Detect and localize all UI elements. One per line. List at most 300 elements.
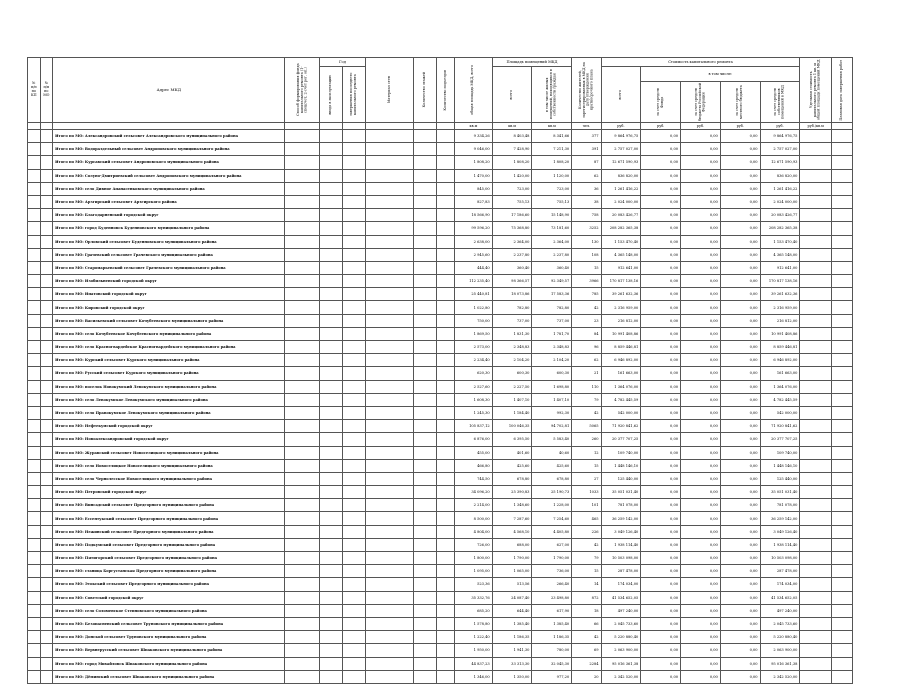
- empty-cell: [28, 261, 41, 274]
- row-cell-z1: 0,00: [641, 261, 681, 274]
- empty-cell: [320, 552, 343, 565]
- row-cell-z3: 0,00: [720, 393, 760, 406]
- empty-cell: [437, 538, 455, 551]
- row-cell-own: 1 448 146,10: [760, 459, 800, 472]
- row-cell-z2: 0,00: [681, 406, 721, 419]
- empty-cell: [343, 512, 366, 525]
- row-cell-cost: 1 153 470,40: [601, 235, 641, 248]
- row-cell-area: 685,20: [455, 604, 493, 617]
- row-cell-z1: 0,00: [641, 156, 681, 169]
- empty-cell: [366, 578, 414, 591]
- row-cell-own: 39 261 632,36: [760, 288, 800, 301]
- row-municipality-name: Итого по МО: Верхнерусский сельсовет Шпаковского муниципального района: [53, 644, 285, 657]
- row-cell-z2: 0,00: [681, 195, 721, 208]
- row-cell-res: 1 228,00: [532, 499, 572, 512]
- row-cell-z1: 0,00: [641, 327, 681, 340]
- empty-cell: [320, 631, 343, 644]
- row-cell-z2: 0,00: [681, 631, 721, 644]
- row-cell-z2: 0,00: [681, 525, 721, 538]
- row-cell-prem: 1 407,10: [492, 393, 532, 406]
- row-cell-area: 2 527,60: [455, 380, 493, 393]
- empty-cell: [320, 195, 343, 208]
- row-cell-cost: 41 534 652,05: [601, 591, 641, 604]
- unit-cell: кв.м: [492, 123, 532, 130]
- row-cell-z2: 0,00: [681, 380, 721, 393]
- table-row: [28, 406, 853, 419]
- empty-cell: [343, 617, 366, 630]
- empty-cell: [366, 525, 414, 538]
- row-cell-z1: 0,00: [641, 552, 681, 565]
- row-cell-area: 1 245,30: [455, 406, 493, 419]
- table-row: [28, 327, 853, 340]
- row-cell-ppl: 2284: [572, 657, 601, 670]
- row-cell-z1: 0,00: [641, 499, 681, 512]
- empty-cell: [343, 486, 366, 499]
- empty-cell: [40, 472, 53, 485]
- empty-cell: [40, 156, 53, 169]
- row-cell-res: 723,00: [532, 182, 572, 195]
- row-cell-res: 1 790,00: [532, 552, 572, 565]
- table-row: [28, 393, 853, 406]
- row-cell-prem: 737,00: [492, 314, 532, 327]
- row-cell-prem: 360,40: [492, 261, 532, 274]
- empty-cell: [366, 486, 414, 499]
- table-row: [28, 552, 853, 565]
- empty-cell: [800, 499, 831, 512]
- row-cell-z2: 0,00: [681, 235, 721, 248]
- row-cell-res: 1 120,00: [532, 169, 572, 182]
- row-cell-res: 617,90: [532, 604, 572, 617]
- empty-cell: [320, 525, 343, 538]
- empty-cell: [343, 367, 366, 380]
- empty-cell: [320, 367, 343, 380]
- table-row: [28, 261, 853, 274]
- empty-cell: [831, 275, 852, 288]
- row-cell-cost: 1 448 146,10: [601, 459, 641, 472]
- empty-cell: [366, 156, 414, 169]
- empty-cell: [366, 182, 414, 195]
- row-cell-prem: 100 046,35: [492, 420, 532, 433]
- empty-cell: [366, 538, 414, 551]
- empty-cell: [28, 222, 41, 235]
- unit-cell: кв.м: [532, 123, 572, 130]
- row-cell-z1: 0,00: [641, 631, 681, 644]
- row-cell-prem: 1 808,20: [492, 156, 532, 169]
- header-premises-residential: в том числе жилых помещений, находящихся в собственности граждан: [532, 67, 572, 123]
- row-cell-z3: 0,00: [720, 195, 760, 208]
- row-cell-ppl: 1033: [572, 486, 601, 499]
- empty-cell: [366, 301, 414, 314]
- row-cell-z2: 0,00: [681, 393, 721, 406]
- empty-cell: [40, 604, 53, 617]
- empty-cell: [40, 380, 53, 393]
- empty-cell: [285, 433, 320, 446]
- empty-cell: [414, 512, 437, 525]
- row-cell-area: 8 500,00: [455, 512, 493, 525]
- row-municipality-name: Итого по МО: Петровский городской округ: [53, 486, 285, 499]
- row-cell-z3: 0,00: [720, 130, 760, 143]
- row-cell-z1: 0,00: [641, 130, 681, 143]
- row-cell-own: 2 757 027,00: [760, 143, 800, 156]
- empty-cell: [320, 354, 343, 367]
- row-cell-z3: 0,00: [720, 235, 760, 248]
- empty-cell: [437, 657, 455, 670]
- empty-cell: [414, 341, 437, 354]
- row-cell-own: 20 377 707,25: [760, 433, 800, 446]
- row-cell-prem: 2 104,20: [492, 354, 532, 367]
- row-cell-ppl: 101: [572, 499, 601, 512]
- empty-cell: [366, 130, 414, 143]
- empty-cell: [343, 657, 366, 670]
- empty-cell: [28, 314, 41, 327]
- row-cell-own: 1 364 076,00: [760, 380, 800, 393]
- empty-cell: [831, 301, 852, 314]
- empty-cell: [831, 195, 852, 208]
- empty-cell: [28, 235, 41, 248]
- empty-cell: [414, 261, 437, 274]
- row-cell-z3: 0,00: [720, 472, 760, 485]
- empty-cell: [343, 631, 366, 644]
- empty-cell: [414, 235, 437, 248]
- row-cell-cost: 125 440,00: [601, 472, 641, 485]
- row-cell-prem: 2 237,80: [492, 248, 532, 261]
- empty-cell: [28, 433, 41, 446]
- empty-cell: [800, 486, 831, 499]
- header-total-area: общая площадь МКД, всего: [455, 58, 493, 123]
- empty-cell: [831, 261, 852, 274]
- empty-cell: [800, 657, 831, 670]
- header-residents: Количество жителей, зарегистрированных в МКД на дату утверждения краткосрочного плана: [572, 58, 601, 123]
- empty-cell: [831, 472, 852, 485]
- row-cell-area: 4 804,00: [455, 525, 493, 538]
- row-cell-prem: 425,60: [492, 459, 532, 472]
- empty-cell: [28, 354, 41, 367]
- row-cell-area: 1 808,20: [455, 156, 493, 169]
- empty-cell: [437, 195, 455, 208]
- row-cell-z2: 0,00: [681, 143, 721, 156]
- empty-cell: [437, 235, 455, 248]
- row-cell-z2: 0,00: [681, 657, 721, 670]
- table-row: [28, 525, 853, 538]
- empty-cell: [414, 209, 437, 222]
- row-cell-own: 836 820,00: [760, 169, 800, 182]
- row-cell-z2: 0,00: [681, 367, 721, 380]
- empty-cell: [800, 235, 831, 248]
- row-municipality-name: Итого по МО: Благодарненский городской округ: [53, 209, 285, 222]
- empty-cell: [320, 670, 343, 683]
- row-cell-area: 34 096,20: [455, 486, 493, 499]
- row-cell-cost: 2 342 520,00: [601, 670, 641, 683]
- empty-cell: [40, 248, 53, 261]
- empty-cell: [366, 552, 414, 565]
- empty-cell: [414, 578, 437, 591]
- row-cell-own: 12 671 590,93: [760, 156, 800, 169]
- empty-cell: [28, 130, 41, 143]
- empty-cell: [831, 367, 852, 380]
- row-cell-z1: 0,00: [641, 670, 681, 683]
- table-row: [28, 182, 853, 195]
- empty-cell: [366, 288, 414, 301]
- row-cell-z2: 0,00: [681, 354, 721, 367]
- empty-cell: [40, 261, 53, 274]
- empty-cell: [320, 314, 343, 327]
- table-row: [28, 433, 853, 446]
- row-municipality-name: Итого по МО: Водораздельный сельсовет Андроповского муниципального района: [53, 143, 285, 156]
- empty-cell: [320, 512, 343, 525]
- row-cell-z1: 0,00: [641, 657, 681, 670]
- row-cell-own: 10 991 408,86: [760, 327, 800, 340]
- row-cell-own: 36 259 142,00: [760, 512, 800, 525]
- row-cell-z2: 0,00: [681, 433, 721, 446]
- empty-cell: [831, 433, 852, 446]
- row-cell-z2: 0,00: [681, 670, 721, 683]
- row-cell-res: 5 583,40: [532, 433, 572, 446]
- empty-cell: [831, 143, 852, 156]
- empty-cell: [366, 631, 414, 644]
- row-cell-z3: 0,00: [720, 341, 760, 354]
- header-method: Способ формирования фонда капитального ремонта (1-спецсчет, 2-счет рег. оп.): [285, 58, 320, 123]
- empty-cell: [366, 591, 414, 604]
- row-cell-own: 2 063 900,00: [760, 644, 800, 657]
- empty-cell: [40, 617, 53, 630]
- row-municipality-name: Итого по МО: село Дивное Апанасенковского муниципального района: [53, 182, 285, 195]
- table-row: [28, 301, 853, 314]
- row-cell-ppl: 108: [572, 248, 601, 261]
- row-municipality-name: Итого по МО: Журавский сельсовет Новоселицкого муниципального района: [53, 446, 285, 459]
- empty-cell: [40, 631, 53, 644]
- row-municipality-name: Итого по МО: село Правокумское Левокумского муниципального района: [53, 406, 285, 419]
- empty-cell: [28, 657, 41, 670]
- empty-cell: [40, 578, 53, 591]
- empty-cell: [343, 182, 366, 195]
- row-cell-cost: 4 782 445,59: [601, 393, 641, 406]
- empty-cell: [40, 209, 53, 222]
- table-row: [28, 472, 853, 485]
- table-row: [28, 459, 853, 472]
- empty-cell: [437, 275, 455, 288]
- row-cell-cost: 20 377 707,25: [601, 433, 641, 446]
- empty-cell: [285, 288, 320, 301]
- row-municipality-name: Итого по МО: село Левокумское Левокумского муниципального района: [53, 393, 285, 406]
- empty-cell: [320, 657, 343, 670]
- empty-cell: [285, 406, 320, 419]
- empty-cell: [414, 459, 437, 472]
- row-cell-area: 726,00: [455, 538, 493, 551]
- row-municipality-name: Итого по МО: село Кочубеевское Кочубеевского муниципального района: [53, 327, 285, 340]
- row-cell-z3: 0,00: [720, 433, 760, 446]
- empty-cell: [28, 604, 41, 617]
- row-cell-res: 2 104,20: [532, 354, 572, 367]
- row-cell-z2: 0,00: [681, 459, 721, 472]
- empty-cell: [28, 169, 41, 182]
- empty-cell: [28, 565, 41, 578]
- table-row: [28, 617, 853, 630]
- table-row: [28, 341, 853, 354]
- row-municipality-name: Итого по МО: Арзгирский сельсовет Арзгирского района: [53, 195, 285, 208]
- empty-cell: [28, 367, 41, 380]
- row-cell-z3: 0,00: [720, 169, 760, 182]
- row-cell-prem: 8 403,48: [492, 130, 532, 143]
- row-cell-own: 2 045 733,60: [760, 617, 800, 630]
- row-cell-z3: 0,00: [720, 209, 760, 222]
- empty-cell: [414, 288, 437, 301]
- row-cell-z1: 0,00: [641, 393, 681, 406]
- empty-cell: [414, 393, 437, 406]
- row-cell-cost: 912 641,00: [601, 261, 641, 274]
- row-cell-own: 4 365 148,00: [760, 248, 800, 261]
- row-municipality-name: Итого по МО: Кировский городской округ: [53, 301, 285, 314]
- empty-cell: [437, 433, 455, 446]
- row-cell-z2: 0,00: [681, 578, 721, 591]
- row-cell-area: 1 869,50: [455, 327, 493, 340]
- row-cell-ppl: 38: [572, 195, 601, 208]
- row-cell-prem: 33 313,30: [492, 657, 532, 670]
- empty-cell: [28, 670, 41, 683]
- row-cell-prem: 513,56: [492, 578, 532, 591]
- row-cell-z1: 0,00: [641, 472, 681, 485]
- empty-cell: [343, 446, 366, 459]
- empty-cell: [414, 367, 437, 380]
- empty-cell: [28, 288, 41, 301]
- empty-cell: [800, 617, 831, 630]
- empty-cell: [437, 459, 455, 472]
- empty-cell: [28, 341, 41, 354]
- row-cell-area: 35 332,76: [455, 591, 493, 604]
- row-cell-z1: 0,00: [641, 512, 681, 525]
- empty-cell: [437, 420, 455, 433]
- row-cell-z1: 0,00: [641, 538, 681, 551]
- row-cell-z3: 0,00: [720, 314, 760, 327]
- row-cell-cost: 170 817 138,16: [601, 275, 641, 288]
- row-cell-cost: 497 240,00: [601, 604, 641, 617]
- empty-cell: [40, 644, 53, 657]
- row-cell-z3: 0,00: [720, 301, 760, 314]
- empty-cell: [28, 248, 41, 261]
- row-cell-z1: 0,00: [641, 367, 681, 380]
- row-cell-ppl: 42: [572, 406, 601, 419]
- empty-cell: [437, 248, 455, 261]
- row-cell-z1: 0,00: [641, 248, 681, 261]
- row-cell-area: 523,36: [455, 578, 493, 591]
- row-cell-z2: 0,00: [681, 644, 721, 657]
- row-cell-res: 266,40: [532, 578, 572, 591]
- unit-cell: руб.: [641, 123, 681, 130]
- empty-cell: [28, 195, 41, 208]
- empty-cell: [437, 617, 455, 630]
- row-cell-cost: 20 083 426,77: [601, 209, 641, 222]
- row-cell-ppl: 79: [572, 393, 601, 406]
- row-municipality-name: Итого по МО: Васильевский сельсовет Кочубеевского муниципального района: [53, 314, 285, 327]
- row-cell-prem: 1 790,00: [492, 552, 532, 565]
- empty-cell: [800, 327, 831, 340]
- row-cell-res: 736,00: [532, 565, 572, 578]
- empty-cell: [40, 420, 53, 433]
- empty-cell: [831, 380, 852, 393]
- empty-cell: [343, 275, 366, 288]
- row-cell-z3: 0,00: [720, 248, 760, 261]
- empty-cell: [285, 486, 320, 499]
- row-cell-z2: 0,00: [681, 538, 721, 551]
- empty-cell: [320, 591, 343, 604]
- table-row: [28, 222, 853, 235]
- empty-cell: [831, 657, 852, 670]
- row-cell-z1: 0,00: [641, 420, 681, 433]
- empty-cell: [437, 261, 455, 274]
- empty-cell: [437, 552, 455, 565]
- empty-cell: [831, 446, 852, 459]
- header-wall-material: Материал стен: [366, 58, 414, 123]
- row-cell-prem: 1 186,35: [492, 631, 532, 644]
- empty-cell: [800, 288, 831, 301]
- empty-cell: [40, 288, 53, 301]
- row-cell-area: 2 638,00: [455, 235, 493, 248]
- empty-cell: [28, 301, 41, 314]
- table-row: [28, 499, 853, 512]
- row-cell-ppl: 42: [572, 301, 601, 314]
- empty-cell: [414, 604, 437, 617]
- row-cell-ppl: 87: [572, 156, 601, 169]
- empty-cell: [285, 169, 320, 182]
- row-cell-cost: 2 757 027,00: [601, 143, 641, 156]
- row-cell-area: 744,50: [455, 472, 493, 485]
- empty-cell: [40, 275, 53, 288]
- row-municipality-name: Итого по МО: село Чернолесское Новоселицкого муниципального района: [53, 472, 285, 485]
- row-cell-area: 444,40: [455, 261, 493, 274]
- empty-cell: [831, 222, 852, 235]
- row-cell-ppl: 69: [572, 644, 601, 657]
- row-cell-own: 174 034,00: [760, 578, 800, 591]
- row-cell-z1: 0,00: [641, 301, 681, 314]
- empty-cell: [285, 301, 320, 314]
- row-cell-area: 112 235,40: [455, 275, 493, 288]
- row-cell-own: 8 859 446,81: [760, 341, 800, 354]
- empty-cell: [320, 182, 343, 195]
- empty-cell: [320, 604, 343, 617]
- empty-cell: [366, 367, 414, 380]
- row-cell-own: 542 000,00: [760, 406, 800, 419]
- empty-cell: [366, 248, 414, 261]
- empty-cell: [366, 512, 414, 525]
- empty-cell: [800, 670, 831, 683]
- row-cell-z2: 0,00: [681, 130, 721, 143]
- empty-cell: [366, 406, 414, 419]
- row-municipality-name: Итого по МО: Советский городской округ: [53, 591, 285, 604]
- empty-cell: [285, 657, 320, 670]
- empty-cell: [343, 459, 366, 472]
- row-municipality-name: Итого по МО: село Соломенское Степновского муниципального района: [53, 604, 285, 617]
- row-cell-z3: 0,00: [720, 420, 760, 433]
- empty-cell: [40, 301, 53, 314]
- empty-cell: [28, 591, 41, 604]
- empty-cell: [800, 314, 831, 327]
- empty-cell: [414, 538, 437, 551]
- row-cell-z1: 0,00: [641, 380, 681, 393]
- empty-cell: [343, 209, 366, 222]
- row-cell-z2: 0,00: [681, 327, 721, 340]
- empty-cell: [28, 393, 41, 406]
- empty-cell: [285, 670, 320, 683]
- row-cell-z2: 0,00: [681, 420, 721, 433]
- row-cell-prem: 4 568,10: [492, 525, 532, 538]
- empty-cell: [28, 156, 41, 169]
- row-cell-z2: 0,00: [681, 169, 721, 182]
- empty-cell: [800, 354, 831, 367]
- row-municipality-name: Итого по МО: Солуно-Дмитриевский сельсовет Андроповского муниципального района: [53, 169, 285, 182]
- row-cell-res: 92 349,57: [532, 275, 572, 288]
- empty-cell: [800, 591, 831, 604]
- empty-cell: [320, 275, 343, 288]
- empty-cell: [40, 182, 53, 195]
